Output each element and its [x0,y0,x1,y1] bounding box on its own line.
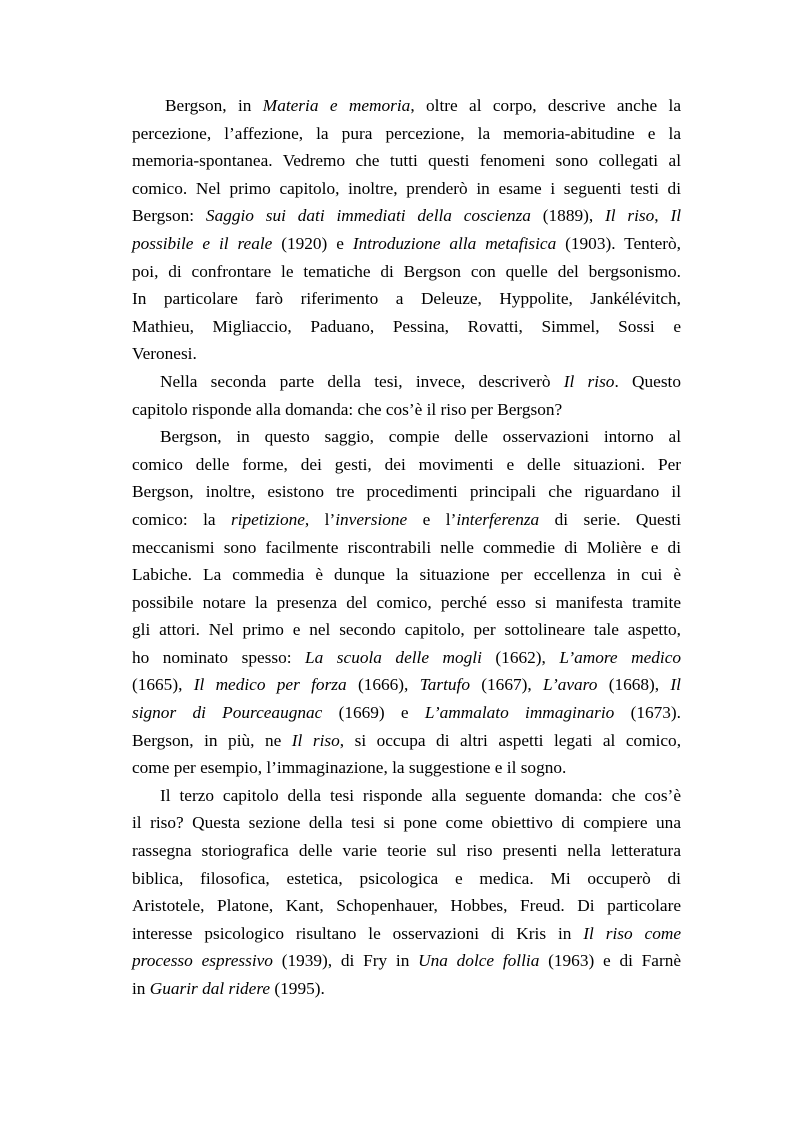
text-line [132,589,681,617]
text-run: Aristotele, Platone, Kant, Schopenhauer, Hobbes, Freud. Di particolare [132,896,681,916]
italic-title: La scuola delle mogli [305,647,482,667]
italic-title: signor di Pourceaugnac [132,703,323,723]
text-line [132,423,681,451]
text-run: comico: la [132,509,231,529]
text-line [132,368,681,396]
text-run: Bergson, in più, ne [132,730,292,750]
text-line [132,92,681,120]
text-run: , l’ [304,509,336,529]
text-run: in [132,979,150,998]
text-run: meccanismi sono facilmente riscontrabili nelle commedie di Molière e di [132,537,681,557]
text-run: (1673). [614,703,681,723]
text-run: Labiche. La commedia è dunque la situazione per eccellenza in cui è [132,565,681,585]
text-line [132,727,681,755]
text-run: capitolo risponde alla domanda: che cos’è il riso per Bergson? [132,399,563,419]
text-run: (1995). [270,979,325,998]
italic-title: interferenza [456,509,540,529]
text-line [132,258,681,286]
text-run: Bergson, in questo saggio, compie delle osservazioni intorno al [160,427,681,447]
italic-title: Il [670,206,681,226]
text-run: In particolare farò riferimento a Deleuze, Hyppolite, Jankélévitch, [132,289,681,309]
italic-title: Il riso come [583,923,681,943]
text-run: comico delle forme, dei gesti, dei movimenti e delle situazioni. Per [132,454,681,474]
text-line [132,202,681,230]
paragraph [132,423,681,782]
text-run: Il terzo capitolo della tesi risponde alla seguente domanda: che cos’è [160,785,681,805]
text-run: percezione, l’affezione, la pura percezione, la memoria-abitudine e la [132,123,681,143]
text-line [132,534,681,562]
text-run: , [654,206,671,226]
italic-title: Il medico per forza [193,675,347,695]
text-line [132,230,681,258]
text-run: (1668), [597,675,671,695]
text-line [132,809,681,837]
text-line [132,616,681,644]
text-run: e l’ [407,509,457,529]
text-run: (1963) e di Farnè [539,951,682,971]
italic-title: possibile e il reale [132,233,273,253]
text-run: (1665), [132,675,194,695]
text-run: il riso? Questa sezione della tesi si pone come obiettivo di compiere una [132,813,681,833]
text-line [132,313,681,341]
italic-title: Il riso [563,371,615,391]
text-run: (1667), [469,675,543,695]
text-run: comico. Nel primo capitolo, inoltre, prenderò in esame i seguenti testi di [132,178,681,198]
italic-title: Guarir dal ridere [149,979,271,998]
text-line [132,285,681,313]
text-line [132,340,681,368]
text-run: (1662), [481,647,560,667]
text-run: (1666), [346,675,420,695]
text-run: Veronesi. [132,344,197,364]
text-run: come per esempio, l’immaginazione, la suggestione e il sogno. [132,758,567,778]
text-run: memoria-spontanea. Vedremo che tutti questi fenomeni sono collegati al [132,151,681,171]
italic-title: Introduzione alla metafisica [352,233,557,253]
text-line [132,754,681,782]
text-run: poi, di confrontare le tematiche di Bergson con quelle del bergsonismo. [132,261,681,281]
italic-title: Il [670,675,681,695]
text-line [132,451,681,479]
text-line [132,644,681,672]
text-run: Mathieu, Migliaccio, Paduano, Pessina, Rovatti, Simmel, Sossi e [132,316,681,336]
text-run: possibile notare la presenza del comico, perché esso si manifesta tramite [132,592,681,612]
text-line [132,120,681,148]
text-run: interesse psicologico risultano le osservazioni di Kris in [132,923,584,943]
text-run: , si occupa di altri aspetti legati al comico, [339,730,682,750]
italic-title: Saggio sui dati immediati della coscienza [205,206,531,226]
text-line [132,175,681,203]
text-run: biblica, filosofica, estetica, psicologica e medica. Mi occuperò di [132,868,681,888]
text-line [132,147,681,175]
text-line [132,837,681,865]
italic-title: Il riso [291,730,340,750]
text-line [132,947,681,975]
italic-title: Tartufo [419,675,470,695]
text-line [132,782,681,810]
text-line [132,671,681,699]
text-line [132,478,681,506]
text-run: . Questo [614,371,681,391]
text-line [132,975,681,1003]
paragraph [132,368,681,423]
italic-title: Il riso [605,206,655,226]
text-run: Bergson: [132,206,206,226]
italic-title: L’ammalato immaginario [424,703,615,723]
text-run: Bergson, in [165,96,263,115]
italic-title: processo espressivo [132,951,273,971]
document-page [132,92,681,1003]
text-run: ho nominato spesso: [132,647,306,667]
text-run: (1903). Tenterò, [556,233,681,253]
text-run: (1889), [530,206,605,226]
italic-title: inversione [335,509,408,529]
text-line [132,920,681,948]
italic-title: Materia e memoria [262,96,411,115]
text-line [132,561,681,589]
paragraph [132,782,681,1003]
text-run: Nella seconda parte della tesi, invece, descriverò [160,371,564,391]
text-line [132,865,681,893]
text-run: (1939), di Fry in [272,951,419,971]
italic-title: L’amore medico [559,647,682,667]
text-run: (1669) e [322,703,425,723]
text-run: gli attori. Nel primo e nel secondo capitolo, per sottolineare tale aspetto, [132,620,681,640]
text-line [132,699,681,727]
text-line [132,892,681,920]
text-line [132,396,681,424]
italic-title: Una dolce follia [418,951,540,971]
text-run: di serie. Questi [539,509,681,529]
body-text [132,92,681,1003]
text-run: (1920) e [272,233,353,253]
italic-title: ripetizione [231,509,305,529]
paragraph [132,92,681,368]
italic-title: L’avaro [542,675,598,695]
text-run: Bergson, inoltre, esistono tre procedimenti principali che riguardano il [132,482,681,502]
text-run: , oltre al corpo, descrive anche la [410,96,681,115]
text-line [132,506,681,534]
text-run: rassegna storiografica delle varie teorie sul riso presenti nella letteratura [132,841,681,861]
